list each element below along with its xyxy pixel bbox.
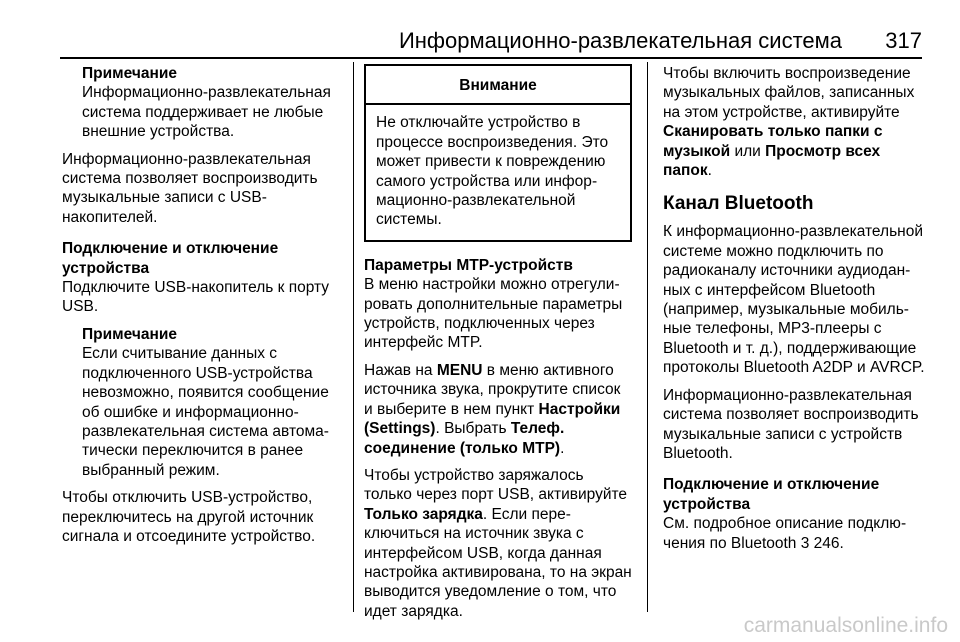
column-1	[62, 64, 342, 554]
paragraph: К информационно-развлекательной системе можно подключить по радиоканалу источники аудиоданных с интерфейсом Bluetooth (например, музыкальные мобильные телефоны, MP3-плееры с Bluetooth и т. д.), поддерживающие протоколы Bluetooth A2DP и AVRCP.	[663, 223, 925, 377]
note-box	[62, 325, 342, 480]
text-run: .	[707, 162, 712, 180]
paragraph	[364, 466, 632, 621]
note-text: Если считывание данных с подключенного USB-устройства невозможно, появится сообщение об ошибке и информационно-развлекательная система автоматически переключится в ранее выбранный режим.	[82, 345, 329, 479]
page-number: 317	[885, 28, 922, 53]
text-run: или	[730, 142, 766, 160]
section-heading: Подключение и отключение устройства	[663, 476, 880, 513]
watermark: carmanualsonline.info	[743, 614, 948, 637]
paragraph: Подключите USB-накопитель к порту USB.	[62, 279, 330, 316]
warning-box	[364, 64, 632, 242]
charge-only-item: Только зарядка	[364, 505, 483, 523]
bluetooth-heading: Канал Bluetooth	[663, 193, 814, 215]
column-divider-2	[647, 62, 648, 612]
note-title: Примечание	[82, 325, 177, 343]
text-run: в меню активного источника звука, прокрутите список и выберите в нем пункт	[364, 361, 621, 418]
header-rule	[60, 57, 922, 59]
text-run: . Выбрать	[435, 420, 511, 438]
settings-item: Настройки (Settings)	[364, 400, 621, 438]
paragraph	[364, 361, 632, 458]
column-3	[663, 64, 925, 561]
paragraph	[663, 64, 925, 180]
warning-text: Не отключайте устройство в процессе воспроизведения. Это может привести к повреждению самого устройства или информационно-развлекательной системы.	[376, 114, 609, 229]
text-run: Чтобы устройство заряжалось только через порт USB, активируйте	[364, 466, 628, 504]
text-run: . Если переключиться на источник звука с интерфейсом USB, когда данная настройка активирована, то на экран выводится уведомление о том, что идет зарядка.	[364, 505, 632, 620]
view-all-item: Просмотр всех папок	[663, 142, 881, 180]
page-header-title: Информационно-развлекательная система	[398, 28, 842, 53]
section-heading: Параметры MTP-устройств	[364, 256, 573, 274]
text-run: См. подробное описание подключения по Bluetooth	[663, 515, 907, 552]
warning-title: Внимание	[366, 66, 630, 105]
page-header	[0, 26, 960, 60]
column-2	[364, 64, 632, 629]
paragraph	[663, 514, 925, 553]
paragraph: Информационно-развлекательная система позволяет воспроизводить музыкальные записи с USB-накопителей.	[62, 150, 318, 226]
page-reference: 3 246	[800, 534, 840, 552]
text-run: .	[560, 439, 565, 457]
note-text: Информационно-развлекательная система поддерживает не любые внешние устройства.	[82, 84, 331, 141]
menu-key: MENU	[436, 361, 483, 379]
text-run: Чтобы включить воспроизведение музыкальных файлов, записанных на этом устройстве, активируйте	[663, 65, 915, 121]
paragraph: В меню настройки можно отрегулировать дополнительные параметры устройств, подключенных через интерфейс MTP.	[364, 276, 623, 352]
paragraph: Чтобы отключить USB-устройство, переключитесь на другой источник сигнала и отсоедините устройство.	[62, 489, 316, 545]
connection-item: Телеф. соединение (только MTP)	[364, 420, 565, 457]
column-divider-1	[353, 62, 354, 612]
scan-music-item: Сканировать только папки с музыкой	[663, 123, 883, 160]
text-run: .	[839, 534, 844, 552]
paragraph: Информационно-развлекательная система позволяет воспроизводить музыкальные записи с устройств Bluetooth.	[663, 386, 919, 462]
text-run: Нажав на	[364, 361, 437, 379]
section-heading: Подключение и отключение устройства	[62, 240, 279, 277]
note-box	[62, 64, 342, 142]
note-title: Примечание	[82, 65, 177, 82]
